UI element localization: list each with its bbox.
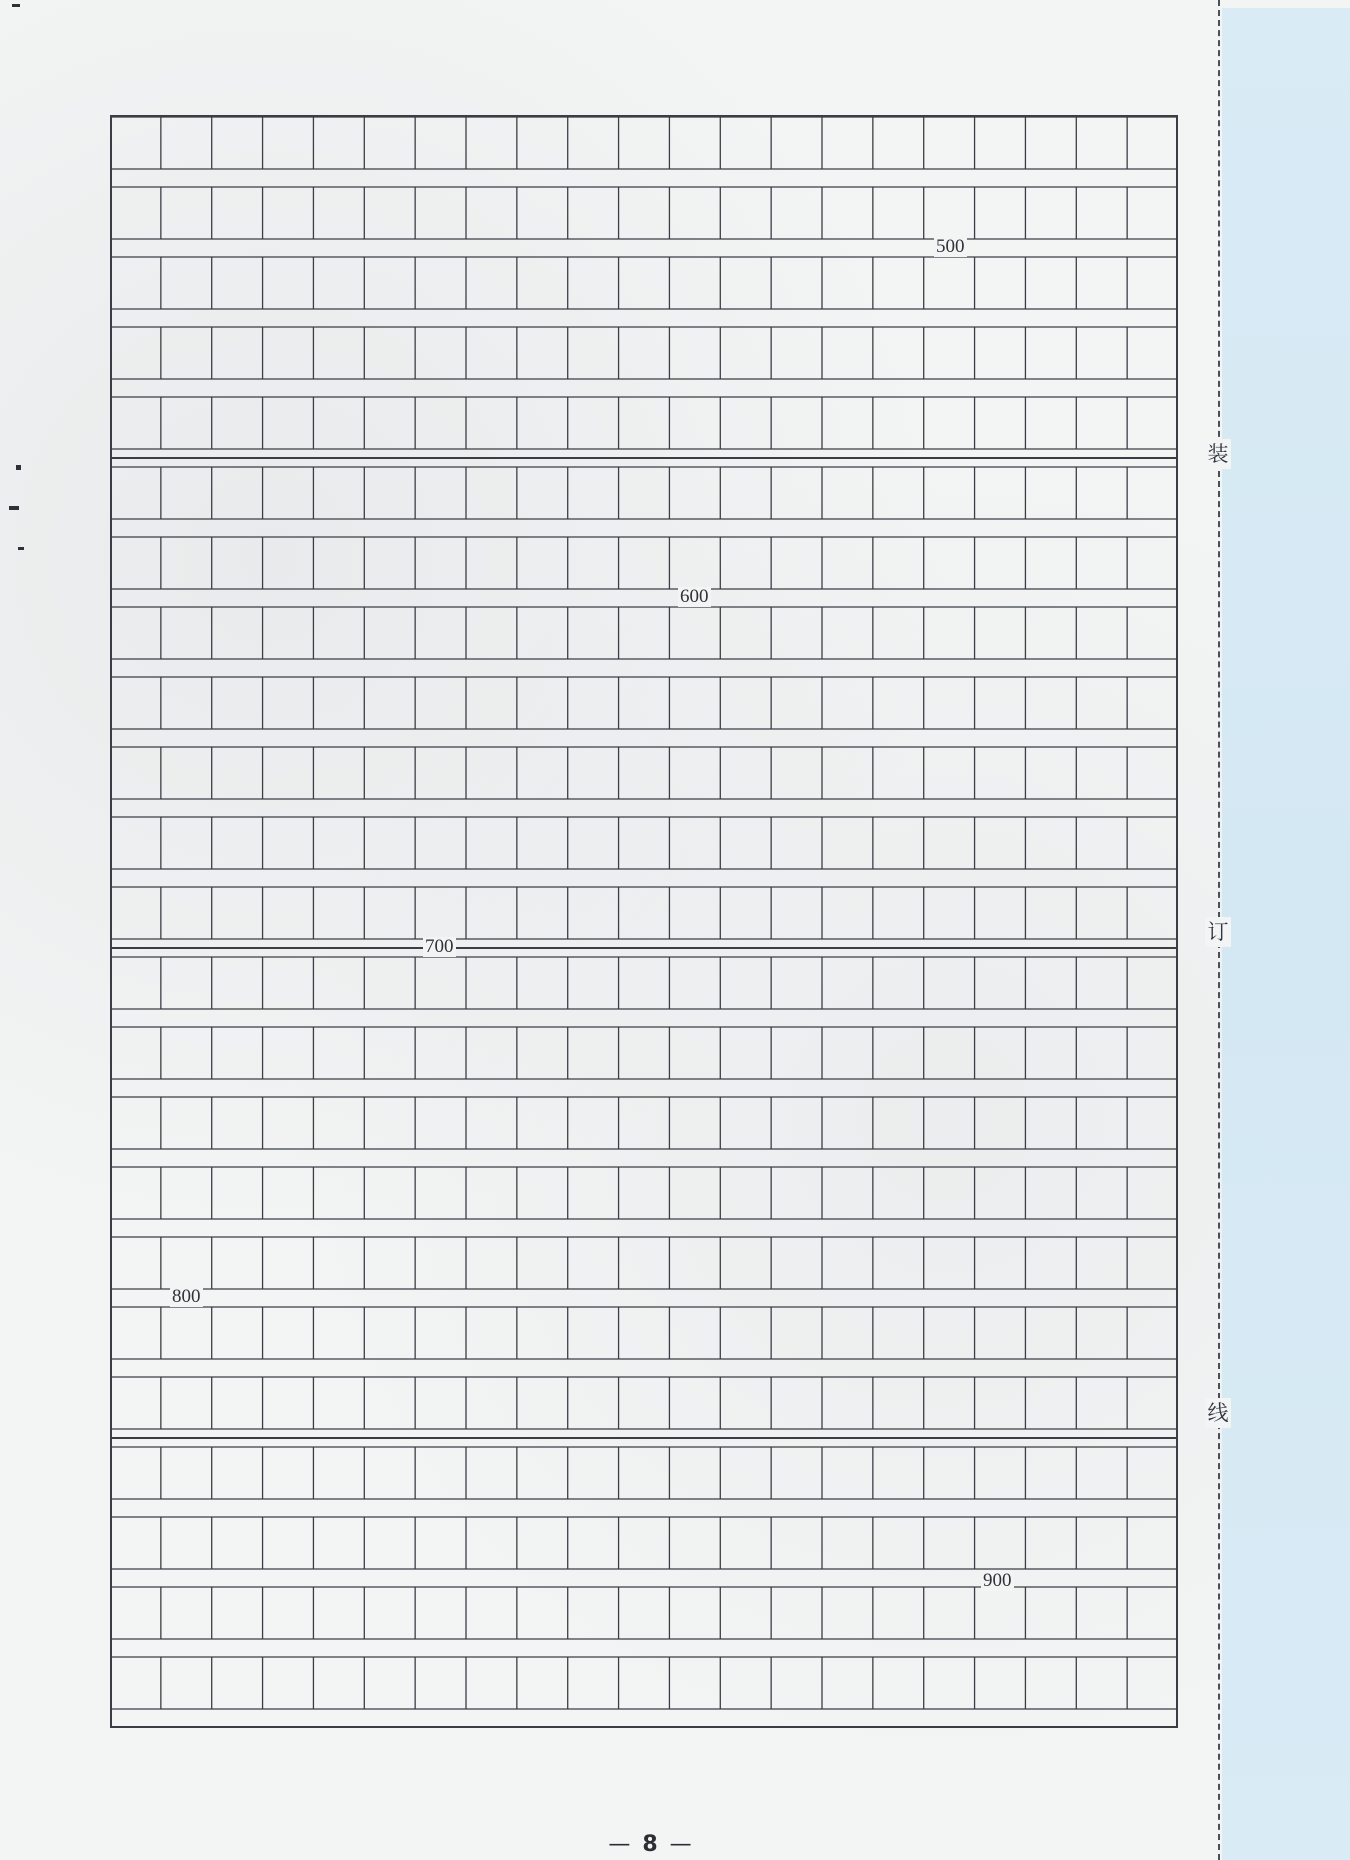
edge-scan-mark [18,547,24,550]
word-count-marker-600: 600 [680,586,709,607]
edge-scan-mark [12,4,20,7]
page-number [560,1832,740,1857]
edge-scan-mark [9,506,19,510]
word-count-marker-800: 800 [172,1286,201,1307]
binding-char-xian: 线 [1205,1398,1231,1428]
word-count-marker-500: 500 [936,236,965,257]
writing-grid-frame [110,115,1178,1728]
page-number-value: 8 [642,1832,658,1857]
page-number-dash-right: — [669,1832,692,1857]
edge-scan-mark [16,465,21,470]
binding-margin-strip [1222,8,1350,1860]
binding-char-zhuang: 装 [1205,439,1231,469]
word-count-marker-700: 700 [425,936,454,957]
word-count-marker-900: 900 [983,1570,1012,1591]
page-number-dash-left: — [608,1832,631,1857]
binding-char-ding: 订 [1205,917,1231,947]
